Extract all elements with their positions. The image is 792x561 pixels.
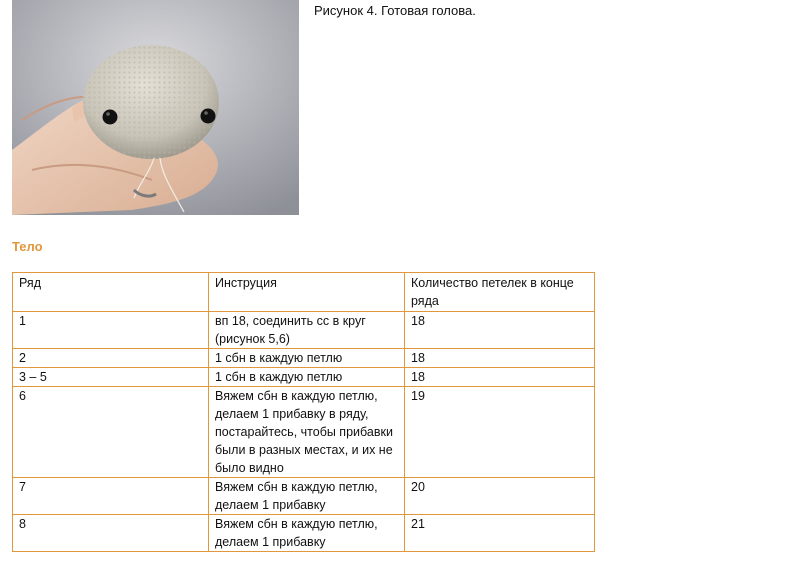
row-number: 2 bbox=[13, 349, 209, 368]
table-row bbox=[13, 387, 595, 478]
row-stitch-count: 21 bbox=[405, 515, 595, 552]
row-instruction: Вяжем сбн в каждую петлю, делаем 1 прибавку bbox=[209, 478, 405, 515]
figure-caption: Рисунок 4. Готовая голова. bbox=[314, 3, 476, 18]
row-instruction: вп 18, соединить сс в круг (рисунок 5,6) bbox=[209, 312, 405, 349]
table-row bbox=[13, 515, 595, 552]
table-row bbox=[13, 349, 595, 368]
table-row bbox=[13, 478, 595, 515]
row-number: 7 bbox=[13, 478, 209, 515]
table-header-row bbox=[13, 273, 595, 312]
row-number: 8 bbox=[13, 515, 209, 552]
row-stitch-count: 18 bbox=[405, 349, 595, 368]
pattern-table bbox=[12, 272, 595, 552]
header-row-number: Ряд bbox=[13, 273, 209, 312]
row-stitch-count: 19 bbox=[405, 387, 595, 478]
crocheted-head-photo bbox=[12, 0, 299, 215]
row-stitch-count: 18 bbox=[405, 312, 595, 349]
header-instruction: Инструция bbox=[209, 273, 405, 312]
header-stitch-count: Количество петелек в конце ряда bbox=[405, 273, 595, 312]
row-instruction: Вяжем сбн в каждую петлю, делаем 1 прибавку bbox=[209, 515, 405, 552]
row-instruction: 1 сбн в каждую петлю bbox=[209, 349, 405, 368]
table-row bbox=[13, 312, 595, 349]
row-instruction: Вяжем сбн в каждую петлю, делаем 1 прибавку в ряду, постарайтесь, чтобы прибавки были в разных местах, и их не было видно bbox=[209, 387, 405, 478]
row-number: 1 bbox=[13, 312, 209, 349]
row-instruction: 1 сбн в каждую петлю bbox=[209, 368, 405, 387]
row-stitch-count: 18 bbox=[405, 368, 595, 387]
section-heading: Тело bbox=[12, 239, 43, 254]
row-number: 3 – 5 bbox=[13, 368, 209, 387]
row-stitch-count: 20 bbox=[405, 478, 595, 515]
row-number: 6 bbox=[13, 387, 209, 478]
table-row bbox=[13, 368, 595, 387]
